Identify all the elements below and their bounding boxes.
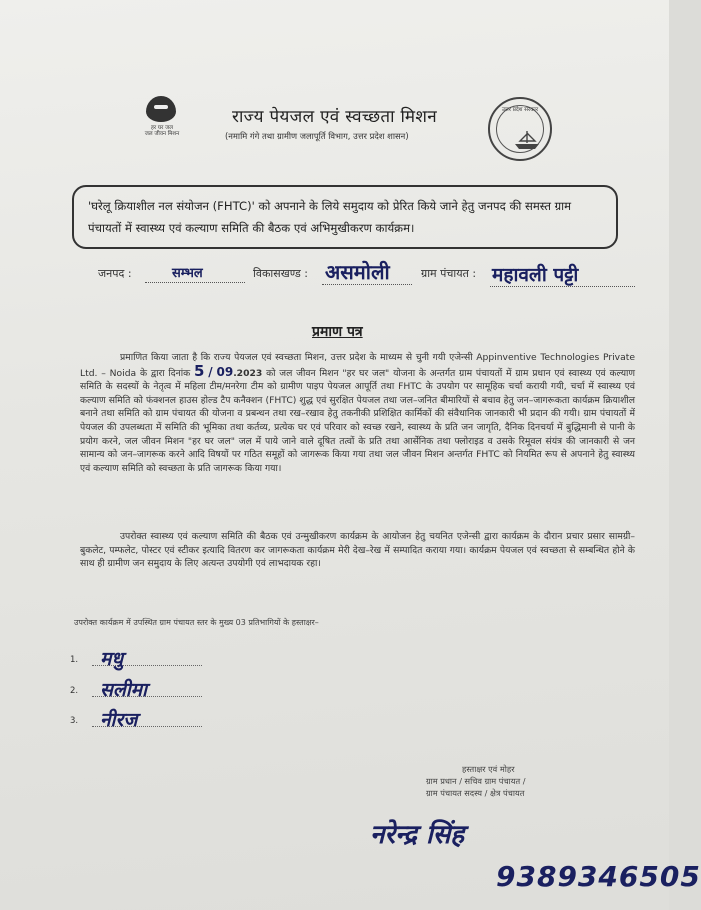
panchayat-value: महावली पट्टी (492, 264, 579, 286)
signer-line-3: ग्राम पंचायत सदस्य / क्षेत्र पंचायत (426, 788, 525, 798)
signer-line-1: हस्ताक्षर एवं मोहर (462, 764, 515, 774)
block-dotted-line (322, 284, 412, 285)
participants-note: उपरोक्त कार्यक्रम में उपस्थित ग्राम पंचायत स्तर के मुख्य 03 प्रतिभागियों के हस्ताक्षर– (74, 618, 319, 627)
paragraph-2-text: उपरोक्त स्वास्थ्य एवं कल्याण समिति की बैठक एवं उन्मुखीकरण कार्यक्रम के आयोजन हेतु चयनित एजेन्सी द्वारा कार्यक्रम के दौरान प्रचार प्रसार सामग्री–बुकलेट, पम्फलेट, पोस्टर एवं स्टीकर इत्यादि वितरण कर जागरूकता कार्यक्रम मेरी देख–रेख में सम्पादित कराया गया। कार्यक्रम पेयजल एवं स्वच्छता से सम्बन्धित होने के साथ ही ग्रामीण जन समुदाय के लिए अत्यन्त उपयोगी एवं लाभदायक रहा। (80, 531, 635, 570)
date-year: .2023 (233, 367, 263, 379)
participant-signature: मधु (100, 648, 124, 670)
participant-number: 3. (70, 716, 79, 726)
jal-jeevan-mission-logo (138, 96, 186, 146)
district-label: जनपद : (98, 267, 132, 280)
participant-number: 2. (70, 686, 79, 696)
participant-signature: नीरज (100, 709, 138, 731)
participant-number: 1. (70, 655, 79, 665)
paragraph-1-rest: को जल जीवन मिशन "हर घर जल" योजना के अन्तर्गत ग्राम पंचायतों में ग्राम प्रधान एवं स्वास्थ्य एवं कल्याण समिति के सदस्यों के नेतृत्व में महिला टीम/मनरेगा टीम को ग्रामीण पाइप पेयजल आपूर्ति तथा FHTC के उपयोग पर सामूहिक चर्चा करायी गयी, चर्चा में स्वास्थ्य एवं कल्याण समिति को फंक्शनल हाउस होल्ड टैप कनैक्शन (FHTC) शुद्ध एवं सुरक्षित पेयजल तथा जल–जनित बीमारियों से बचाव हेतु जन–जागरूकता कार्यक्रम क्रियाशील बनाने तथा समिति को ग्राम पंचायत की योजना व प्रबन्धन तथा रख–रखाव हेतु तकनीकी प्रशिक्षित कार्मिकों की संवैधानिक जानकारी भी प्रदान की गयी। ग्राम पंचायतों में पेयजल की उपलब्धता में समिति की भूमिका तथा कर्तव्य, प्रत्येक घर एवं परिवार को स्वच्छ रखने, स्वास्थ्य के प्रति जन जागृति, दैनिक दिनचर्या में बुद्धिमानी से पानी के प्रयोग करने, जल जीवन मिशन "हर घर जल" जल में पाये जाने वाले दूषित तत्वों के प्रति तथा आर्सेनिक तथा फ्लोराइड व उसके रिमूवल संयंत्र की जानकारी से जन सामान्य को जन–जागरूक करने आदि विषयों पर गठित समूहों को जागरूक किया गया तथा जल जीवन मिशन अन्तर्गत FHTC को नियमित रूप से अपनाने हेतु स्वास्थ्य एवं कल्याण समिति को स्वच्छता के प्रति जागरूक किया गया। (80, 367, 636, 474)
programme-title-box: 'घरेलू क्रियाशील नल संयोजन (FHTC)' को अपनाने के लिये समुदाय को प्रेरित किये जाने हेतु जनपद की समस्त ग्राम पंचायतों में स्वास्थ्य एवं कल्याण समिति की बैठक एवं अभिमुखीकरण कार्यक्रम। (72, 185, 618, 249)
up-government-seal (488, 97, 552, 161)
water-drop-icon (146, 96, 176, 122)
handwritten-phone-number: 9389346505 (496, 860, 701, 893)
certificate-paragraph-2 (80, 530, 635, 571)
district-dotted-line (145, 282, 245, 283)
date-day: 5 (194, 361, 205, 380)
paragraph-1-start: प्रमाणित किया जाता है कि राज्य पेयजल एवं स्वच्छता मिशन, उत्तर प्रदेश के माध्यम से चुनी गयी एजेन्सी Appinventive Technologies Private Ltd. – Noida के द्वारा दिनांक (80, 352, 635, 379)
participant-signature: सलीमा (100, 679, 147, 701)
district-value: सम्भल (172, 266, 203, 281)
block-value: असमोली (325, 260, 390, 284)
certificate-paragraph-1: प्रमाणित किया जाता है कि राज्य पेयजल एवं स्वच्छता मिशन, उत्तर प्रदेश के माध्यम से चुनी गयी एजेन्सी Appinventive Technologies Private Ltd. – Noida के द्वारा दिनांक 5 / 09.2023 को जल जीवन मिशन "हर घर जल" योजना के अन्तर्गत ग्राम पंचायतों में ग्राम प्रधान एवं स्वास्थ्य एवं कल्याण समिति के सदस्यों के नेतृत्व में महिला टीम/मनरेगा टीम को ग्रामीण पाइप पेयजल आपूर्ति तथा FHTC के उपयोग पर सामूहिक चर्चा करायी गयी, चर्चा में स्वास्थ्य एवं कल्याण समिति को फंक्शनल हाउस होल्ड टैप कनैक्शन (FHTC) शुद्ध एवं सुरक्षित पेयजल तथा जल–जनित बीमारियों से बचाव हेतु जन–जागरूकता कार्यक्रम क्रियाशील बनाने तथा समिति को ग्राम पंचायत की योजना व प्रबन्धन तथा रख–रखाव हेतु तकनीकी प्रशिक्षित कार्मिकों की संवैधानिक जानकारी भी प्रदान की गयी। ग्राम पंचायतों में पेयजल की उपलब्धता में समिति की भूमिका तथा कर्तव्य, प्रत्येक घर एवं परिवार को स्वच्छ रखने, स्वास्थ्य के प्रति जन जागृति, दैनिक दिनचर्या में बुद्धिमानी से पानी के प्रयोग करने, जल जीवन मिशन "हर घर जल" जल में पाये जाने वाले दूषित तत्वों के प्रति तथा आर्सेनिक तथा फ्लोराइड व उसके रिमूवल संयंत्र की जानकारी से जन सामान्य को जन–जागरूक करने आदि विषयों पर गठित समूहों को जागरूक किया गया तथा जल जीवन मिशन अन्तर्गत FHTC को नियमित रूप से अपनाने हेतु स्वास्थ्य एवं कल्याण समिति को स्वच्छता के प्रति जागरूक किया गया। (80, 352, 636, 474)
mission-title: राज्य पेयजल एवं स्वच्छता मिशन (232, 107, 437, 127)
logo-caption: हर घर जल जल जीवन मिशन (144, 125, 180, 137)
participant-row-1 (70, 648, 124, 670)
mission-subtitle: (नमामि गंगे तथा ग्रामीण जलापूर्ति विभाग, उत्तर प्रदेश शासन) (225, 131, 409, 141)
emblem-icon (513, 130, 541, 150)
seal-caption: उत्तर प्रदेश सरकार (501, 107, 539, 113)
block-label: विकासखण्ड : (253, 267, 309, 280)
handwritten-signature: नरेन्द्र सिंह (370, 820, 465, 850)
certificate-title: प्रमाण पत्र (312, 324, 363, 340)
panchayat-dotted-line (490, 286, 635, 287)
participant-row-3 (70, 709, 138, 731)
date-month: 09 (216, 364, 234, 379)
signer-block (426, 763, 606, 799)
signer-line-2: ग्राम प्रधान / सचिव ग्राम पंचायत / (426, 776, 526, 786)
panchayat-label: ग्राम पंचायत : (421, 267, 477, 280)
participant-row-2 (70, 679, 147, 701)
